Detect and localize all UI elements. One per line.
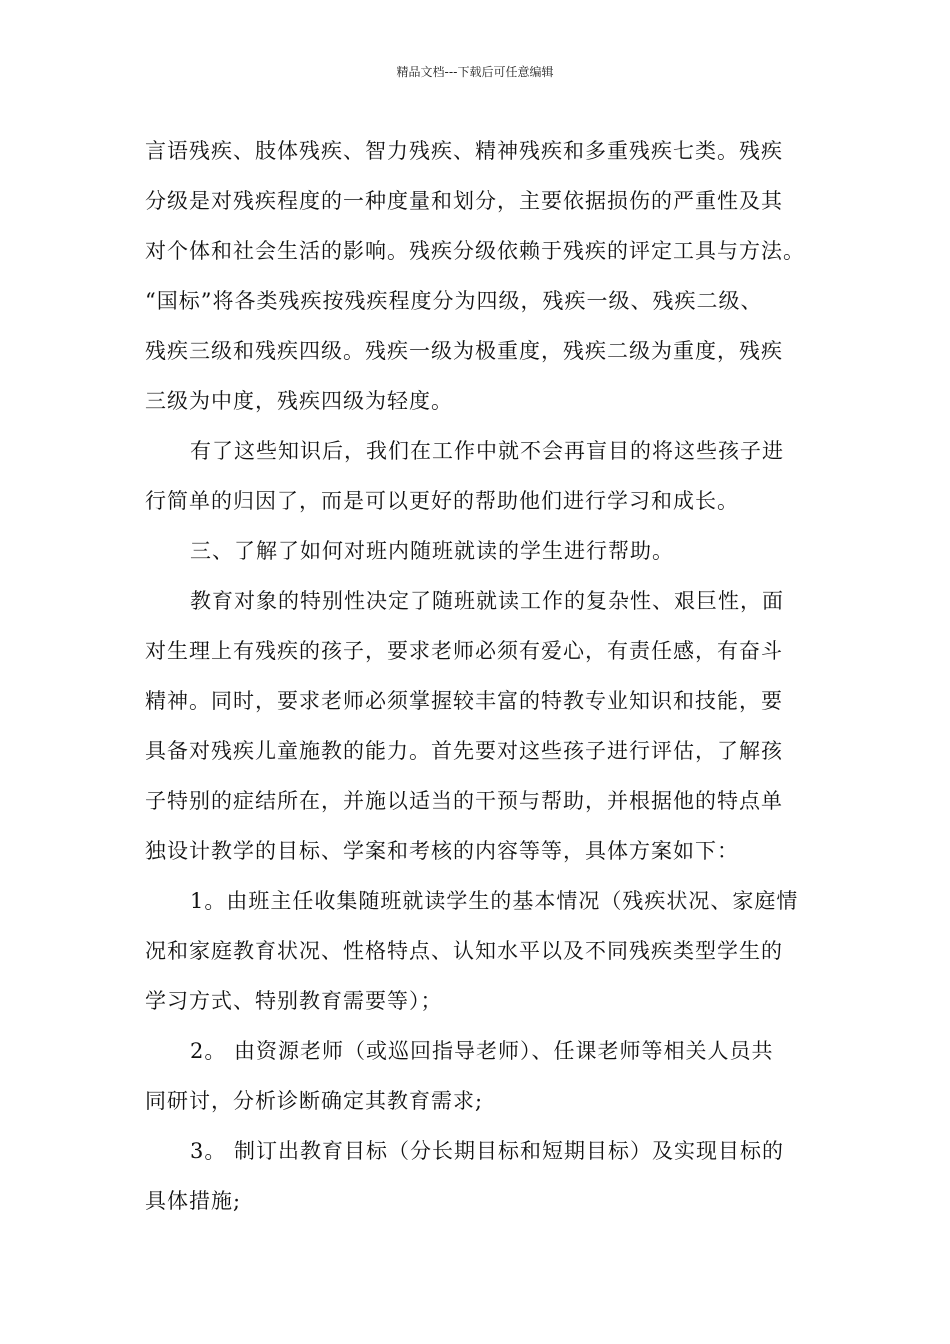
text-line: 精神。同时，要求老师必须掌握较丰富的特教专业知识和技能，要 [145,689,783,713]
text-line: 同研讨，分析诊断确定其教育需求; [145,1089,484,1113]
paragraph-education-targets [145,576,825,876]
text-line: 三、了解了如何对班内随班就读的学生进行帮助。 [190,539,674,563]
text-line: 行简单的归因了，而是可以更好的帮助他们进行学习和成长。 [145,489,739,513]
text-line: 对生理上有残疾的孩子，要求老师必须有爱心，有责任感，有奋斗 [145,639,783,663]
paragraph-disability-classification [145,126,825,426]
text-line: 具体措施; [145,1189,242,1213]
text-line: 言语残疾、肢体残疾、智力残疾、精神残疾和多重残疾七类。残疾 [145,139,783,163]
list-item-2 [145,1026,825,1126]
list-item-3 [145,1126,825,1226]
text-line: 3。 制订出教育目标（分长期目标和短期目标）及实现目标的 [190,1139,785,1163]
page-header: 精品文档---下载后可任意编辑 [396,65,554,79]
text-line: 分级是对残疾程度的一种度量和划分，主要依据损伤的严重性及其 [145,189,783,213]
text-line: 2。 由资源老师（或巡回指导老师）、任课老师等相关人员共 [190,1039,774,1063]
text-line: 教育对象的特别性决定了随班就读工作的复杂性、艰巨性，面 [190,589,784,613]
document-body [145,126,825,1226]
text-line: 独设计教学的目标、学案和考核的内容等等，具体方案如下： [145,839,739,863]
text-line: 1。由班主任收集随班就读学生的基本情况（残疾状况、家庭情 [190,889,799,913]
text-line: 对个体和社会生活的影响。残疾分级依赖于残疾的评定工具与方法。 [145,239,805,263]
text-line: 三级为中度，残疾四级为轻度。 [145,389,453,413]
text-line: 子特别的症结所在，并施以适当的干预与帮助，并根据他的特点单 [145,789,783,813]
text-line: 学习方式、特别教育需要等）； [145,989,443,1013]
text-line: 残疾三级和残疾四级。残疾一级为极重度，残疾二级为重度，残疾 [145,339,783,363]
text-line: 具备对残疾儿童施教的能力。首先要对这些孩子进行评估，了解孩 [145,739,783,763]
text-line: 况和家庭教育状况、性格特点、认知水平以及不同残疾类型学生的 [145,939,783,963]
paragraph-knowledge [145,426,825,526]
list-item-1 [145,876,825,1026]
section-heading-three [145,526,825,576]
text-line: 有了这些知识后，我们在工作中就不会再盲目的将这些孩子进 [190,439,784,463]
text-line: “国标”将各类残疾按残疾程度分为四级，残疾一级、残疾二级、 [145,289,763,313]
